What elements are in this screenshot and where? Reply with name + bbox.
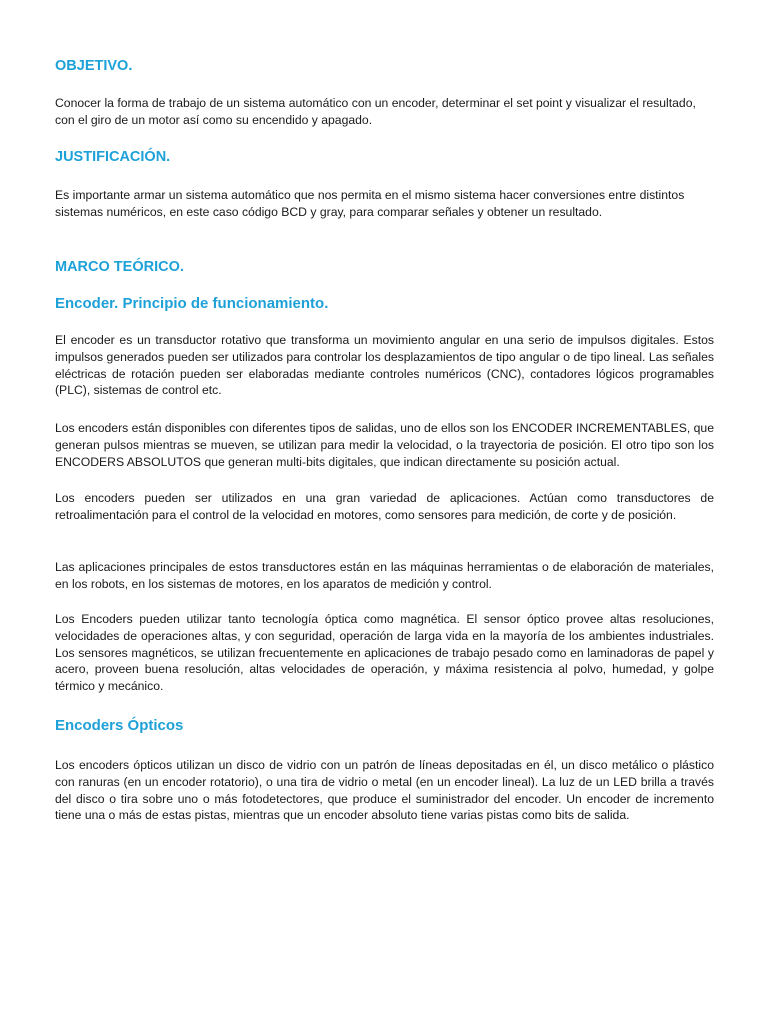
paragraph-encoder-4: Las aplicaciones principales de estos transductores están en las máquinas herramientas o de elaboración de materiales, en los robots, en los sistemas de motores, en los aparatos de medición y control. [55, 560, 714, 591]
paragraph-encoders-opticos: Los encoders ópticos utilizan un disco de vidrio con un patrón de líneas depositadas en él, un disco metálico o plástico con ranuras (en un encoder rotatorio), o una tira de vidrio o metal (en un encoder lineal). La luz de un LED brilla a través del disco o tira sobre uno o más fotodetectores, que produce el suministrador del encoder. Un encoder de incremento tiene una o más de estas pistas, mientras que un encoder absoluto tiene varias pistas como bits de salida. [55, 758, 714, 823]
paragraph-justificacion: Es importante armar un sistema automático que nos permita en el mismo sistema hacer conversiones entre distintos sistemas numéricos, en este caso código BCD y gray, para comparar señales y obtener un resultado. [55, 188, 685, 219]
heading-encoder-principio: Encoder. Principio de funcionamiento. [55, 295, 329, 312]
paragraph-encoder-5: Los Encoders pueden utilizar tanto tecnología óptica como magnética. El sensor óptico provee altas resoluciones, velocidades de operaciones altas, y con seguridad, operación de larga vida en la mayoría de los ambientes industriales. Los sensores magnéticos, se utilizan frecuentemente en aplicaciones de trabajo pesado como en laminadoras de papel y acero, proveen buena resolución, altas velocidades de operación, y máxima resistencia al polvo, humedad, y golpe térmico y mecánico. [55, 612, 714, 694]
heading-objetivo: OBJETIVO. [55, 58, 133, 74]
paragraph-objetivo: Conocer la forma de trabajo de un sistema automático con un encoder, determinar el set point y visualizar el resultado, con el giro de un motor así como su encendido y apagado. [55, 96, 696, 127]
heading-marco-teorico: MARCO TEÓRICO. [55, 259, 184, 275]
heading-encoders-opticos: Encoders Ópticos [55, 717, 184, 734]
paragraph-encoder-2: Los encoders están disponibles con diferentes tipos de salidas, uno de ellos son los ENCODER INCREMENTABLES, que generan pulsos mientras se mueven, se utilizan para medir la velocidad, o la trayectoria de posición. El otro tipo son los ENCODERS ABSOLUTOS que generan multi-bits digitales, que indican directamente su posición actual. [55, 421, 714, 469]
paragraph-encoder-1: El encoder es un transductor rotativo que transforma un movimiento angular en una serio de impulsos digitales. Estos impulsos generados pueden ser utilizados para controlar los desplazamientos de tipo angular o de tipo lineal. Las señales eléctricas de rotación pueden ser elaboradas mediante controles numéricos (CNC), contadores lógicos programables (PLC), sistemas de control etc. [55, 333, 714, 398]
paragraph-encoder-3: Los encoders pueden ser utilizados en una gran variedad de aplicaciones. Actúan como transductores de retroalimentación para el control de la velocidad en motores, como sensores para medición, de corte y de posición. [55, 491, 714, 522]
heading-justificacion: JUSTIFICACIÓN. [55, 149, 171, 165]
